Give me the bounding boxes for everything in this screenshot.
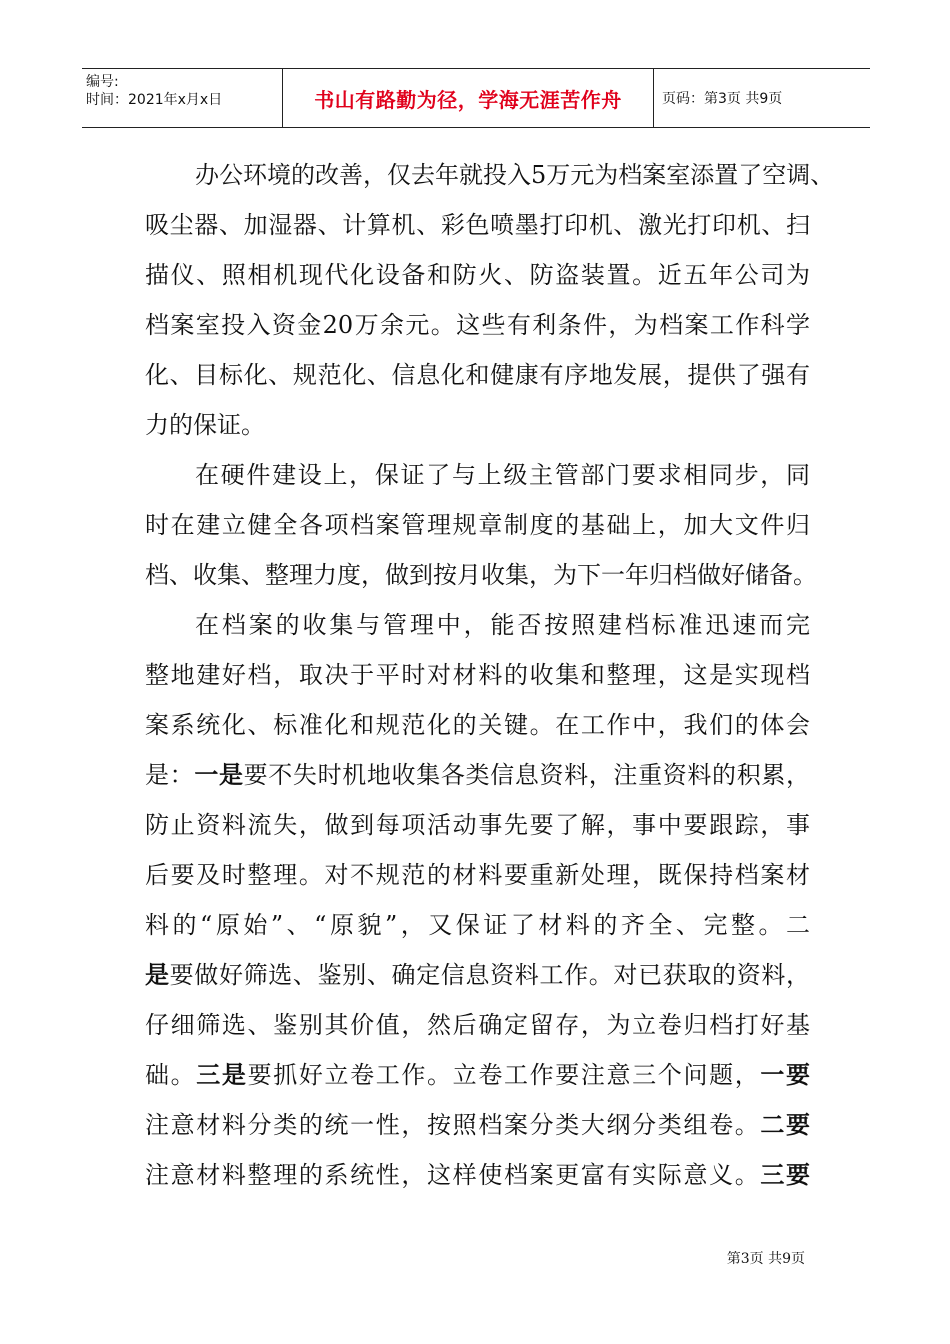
header-meta xyxy=(82,69,282,127)
text-segment: 化、目标化、规范化、信息化和健康有序地发展，提供了强有 xyxy=(145,361,810,389)
text-segment: 在档案的收集与管理中，能否按照建档标准迅速而完 xyxy=(195,611,810,639)
text-line xyxy=(145,500,810,550)
text-line xyxy=(145,800,810,850)
bold-text-segment: 一要 xyxy=(760,1061,811,1089)
document-body xyxy=(145,150,835,1200)
text-line xyxy=(145,1050,810,1100)
text-segment: 要抓好立卷工作。立卷工作要注意三个问题， xyxy=(247,1061,761,1089)
text-line xyxy=(145,150,835,200)
header-motto: 书山有路勤为径，学海无涯苦作舟 xyxy=(282,69,654,127)
text-segment: 办公环境的改善，仅去年就投入5万元为档案室添置了空调、 xyxy=(195,161,835,189)
text-segment: 础。 xyxy=(145,1061,197,1089)
page-header xyxy=(82,68,870,128)
text-line xyxy=(145,450,810,500)
text-segment: 要做好筛选、鉴别、确定信息资料工作。对已获取的资料， xyxy=(169,961,811,989)
text-segment: 描仪、照相机现代化设备和防火、防盗装置。近五年公司为 xyxy=(145,261,810,289)
text-segment: 是： xyxy=(145,761,195,789)
text-line xyxy=(145,200,810,250)
text-segment: 防止资料流失，做到每项活动事先要了解，事中要跟踪，事 xyxy=(145,811,810,839)
text-segment: 在硬件建设上，保证了与上级主管部门要求相同步，同 xyxy=(195,461,810,489)
text-line xyxy=(145,750,810,800)
bold-text-segment: 一是 xyxy=(194,761,244,789)
text-line xyxy=(145,350,810,400)
document-number-label: 编号: xyxy=(86,74,119,90)
paragraph xyxy=(145,150,835,450)
bold-text-segment: 是 xyxy=(145,961,170,989)
text-line xyxy=(145,400,810,450)
text-line xyxy=(145,300,810,350)
text-segment: 要不失时机地收集各类信息资料，注重资料的积累， xyxy=(243,761,811,789)
text-segment: 料的“原始”、“原貌”，又保证了材料的齐全、完整。二 xyxy=(145,911,810,939)
text-line xyxy=(145,850,810,900)
text-line xyxy=(145,550,817,600)
text-line xyxy=(145,600,810,650)
text-segment: 力的保证。 xyxy=(145,411,265,439)
text-segment: 档案室投入资金20万余元。这些有利条件，为档案工作科学 xyxy=(145,311,810,339)
header-page-number: 页码：第3页 共9页 xyxy=(662,91,783,107)
text-segment: 后要及时整理。对不规范的材料要重新处理，既保持档案材 xyxy=(145,861,810,889)
text-line xyxy=(145,950,810,1000)
footer-page-number: 第3页 共9页 xyxy=(726,1251,805,1267)
text-segment: 档、收集、整理力度，做到按月收集，为下一年归档做好储备。 xyxy=(145,561,817,589)
paragraph xyxy=(145,600,810,1200)
text-line xyxy=(145,250,810,300)
text-line xyxy=(145,900,810,950)
text-segment: 注意材料分类的统一性，按照档案分类大纲分类组卷。 xyxy=(145,1111,761,1139)
document-date: 时间：2021年x月x日 xyxy=(86,92,223,108)
text-segment: 案系统化、标准化和规范化的关键。在工作中，我们的体会 xyxy=(145,711,810,739)
text-segment: 吸尘器、加湿器、计算机、彩色喷墨打印机、激光打印机、扫 xyxy=(145,211,810,239)
text-line xyxy=(145,1000,810,1050)
paragraph xyxy=(145,450,817,600)
text-line xyxy=(145,1100,810,1150)
bold-text-segment: 三是 xyxy=(196,1061,248,1089)
text-line xyxy=(145,650,810,700)
bold-text-segment: 三要 xyxy=(760,1161,810,1189)
text-segment: 仔细筛选、鉴别其价值，然后确定留存，为立卷归档打好基 xyxy=(145,1011,810,1039)
text-segment: 注意材料整理的系统性，这样使档案更富有实际意义。 xyxy=(145,1161,761,1189)
bold-text-segment: 二要 xyxy=(760,1111,810,1139)
text-segment: 整地建好档，取决于平时对材料的收集和整理，这是实现档 xyxy=(145,661,810,689)
text-segment: 时在建立健全各项档案管理规章制度的基础上，加大文件归 xyxy=(145,511,810,539)
text-line xyxy=(145,1150,810,1200)
text-line xyxy=(145,700,810,750)
